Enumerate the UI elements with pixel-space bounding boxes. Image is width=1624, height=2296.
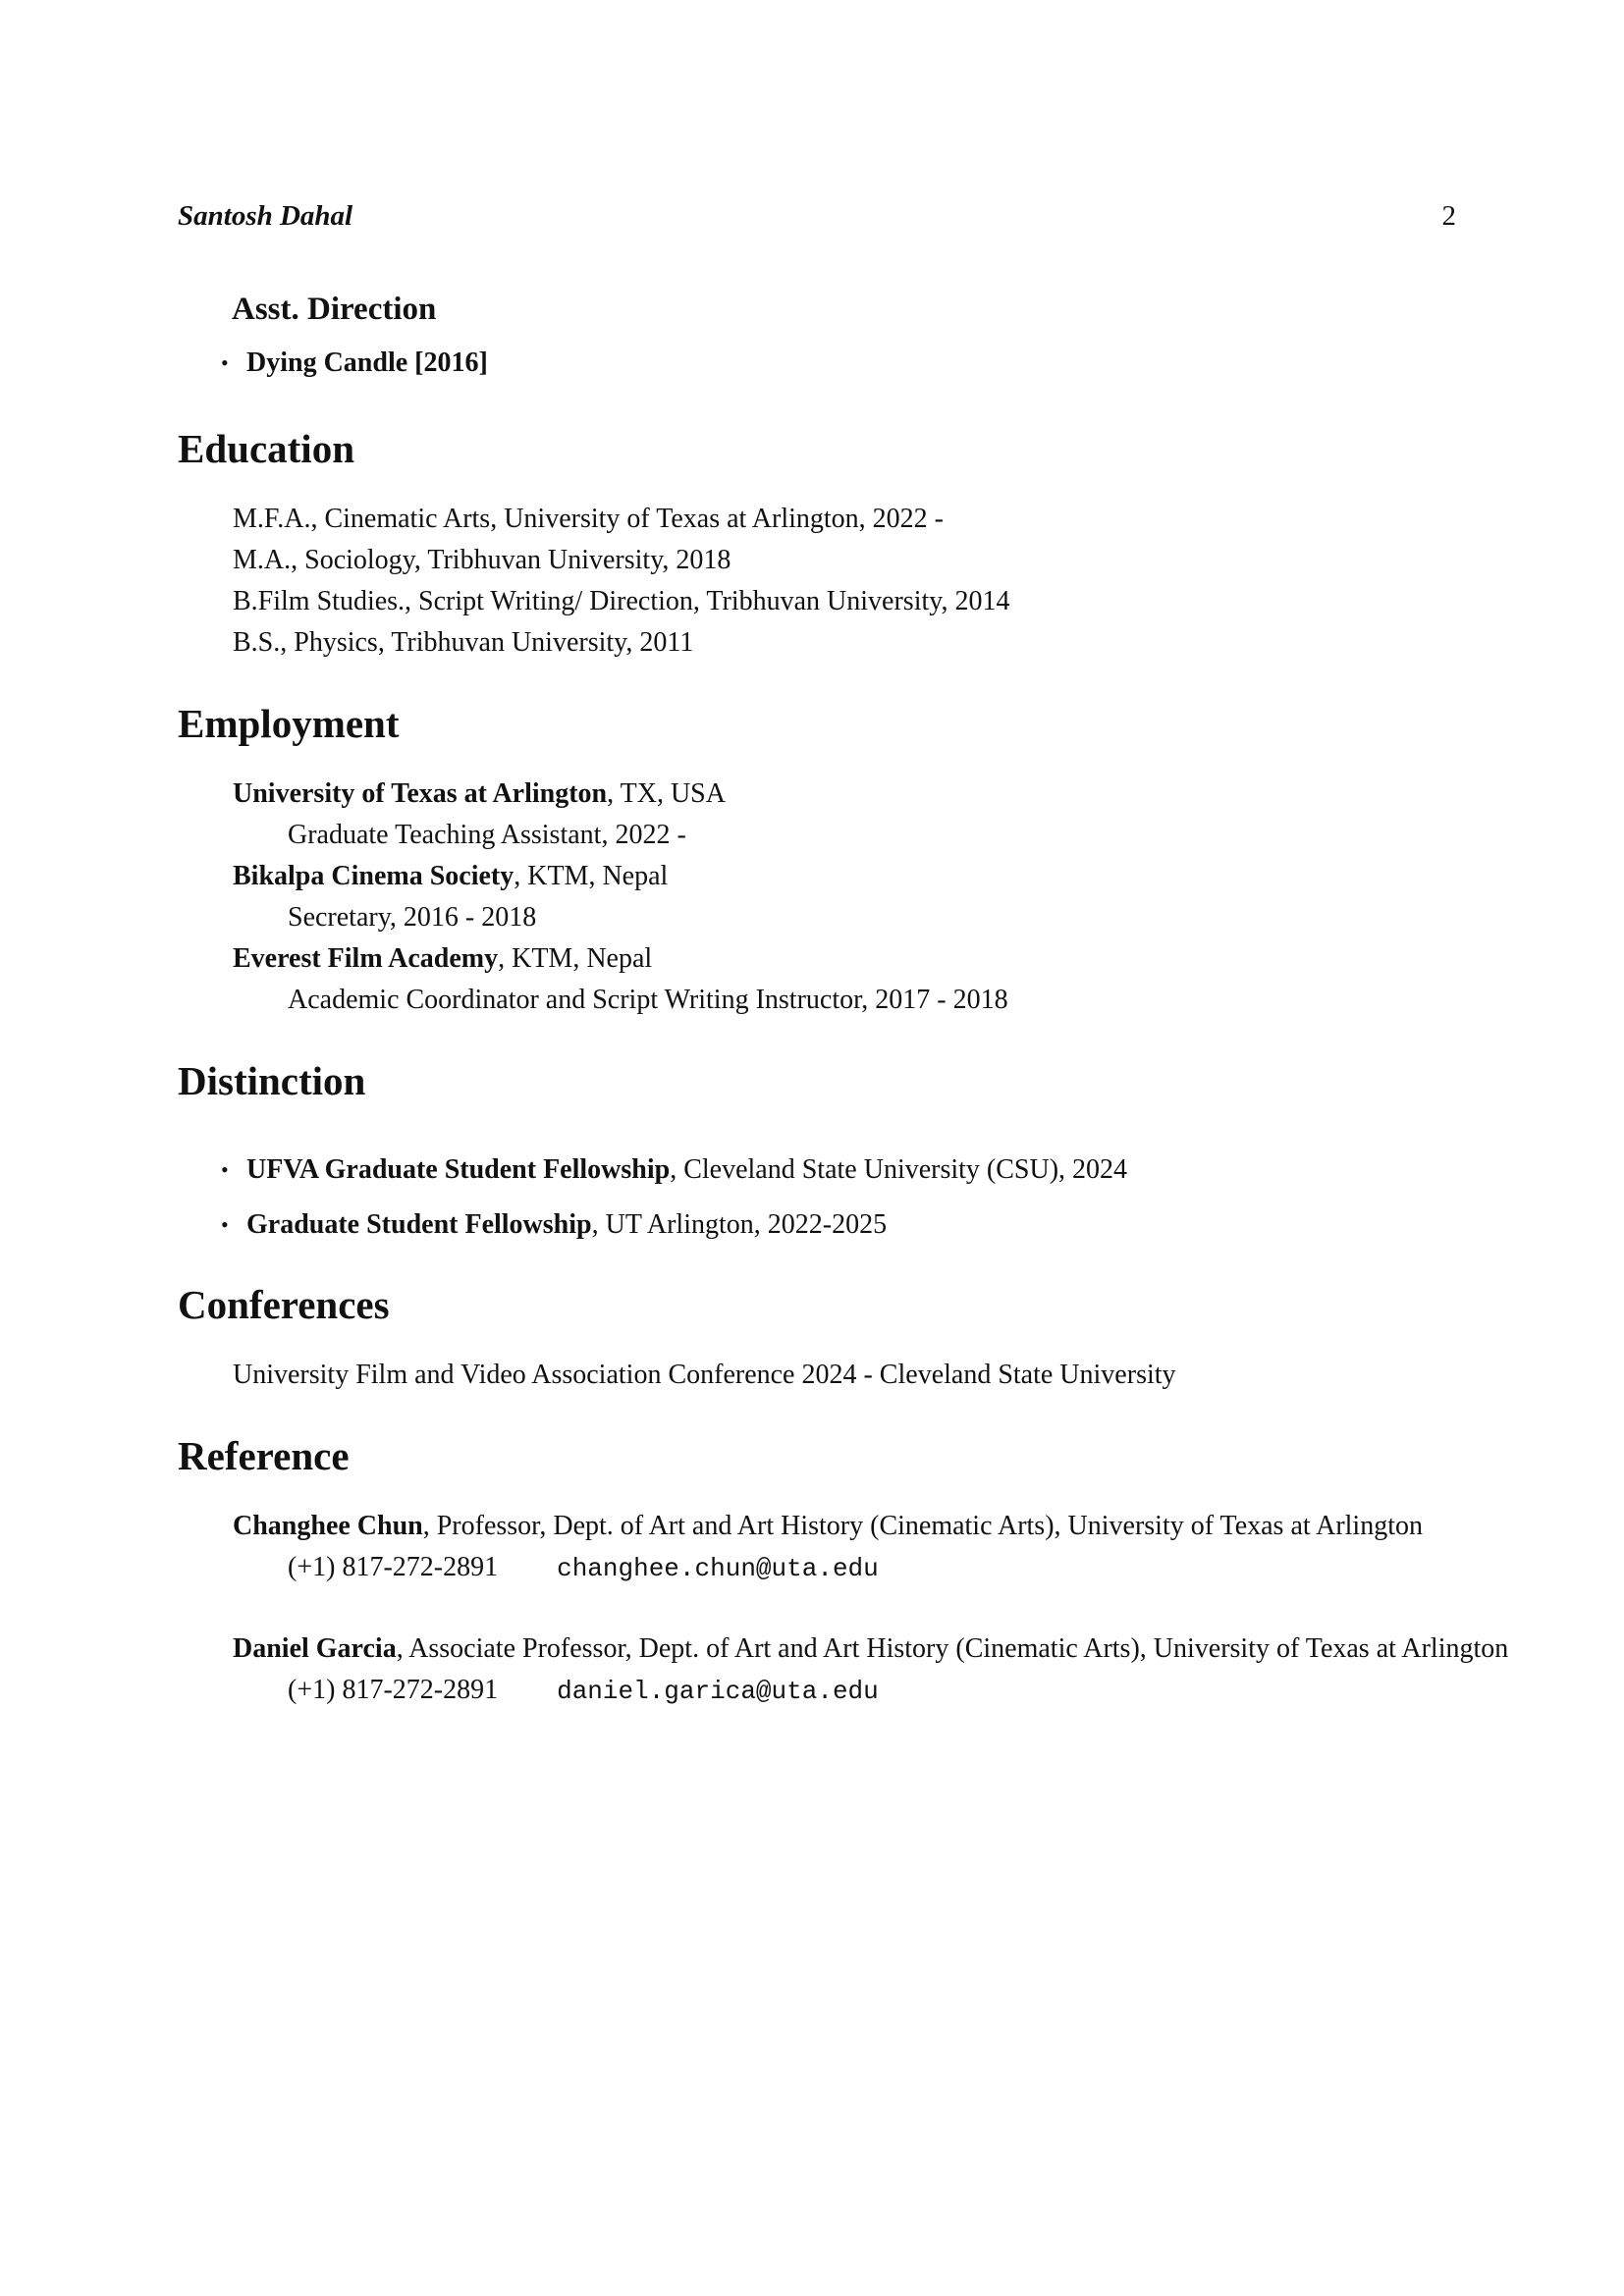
distinction-title: Distinction <box>178 1058 366 1103</box>
reference-line <box>233 1629 1509 1670</box>
reference-email[interactable]: daniel.garica@uta.edu <box>557 1677 879 1706</box>
reference-phone: (+1) 817-272-2891 <box>288 1675 499 1705</box>
employment-role: Secretary, 2016 - 2018 <box>288 902 537 933</box>
reference-line <box>233 1506 1474 1547</box>
employer-location: , KTM, Nepal <box>514 861 669 891</box>
education-item: B.S., Physics, Tribhuvan University, 2011 <box>233 627 694 658</box>
distinction-section <box>178 1054 1474 1245</box>
running-header <box>178 196 1456 236</box>
reference-name: Daniel Garcia <box>233 1633 397 1664</box>
employer-line <box>233 938 1474 980</box>
award-detail: , UT Arlington, 2022-2025 <box>591 1209 888 1240</box>
employer-location: , KTM, Nepal <box>498 943 653 974</box>
employment-title: Employment <box>178 701 400 746</box>
education-section <box>178 422 1474 664</box>
asst-direction-section <box>178 287 1474 383</box>
employer-name: University of Texas at Arlington <box>233 778 608 809</box>
reference-list <box>178 1506 1509 1712</box>
reference-contact <box>233 1547 1474 1589</box>
reference-title: Reference <box>178 1433 350 1478</box>
award-name: UFVA Graduate Student Fellowship <box>246 1154 671 1185</box>
employment-role: Academic Coordinator and Script Writing Instructor, 2017 - 2018 <box>288 985 1008 1015</box>
reference-email[interactable]: changhee.chun@uta.edu <box>557 1554 879 1583</box>
distinction-list <box>178 1150 1474 1245</box>
list-item <box>178 1205 1474 1245</box>
bullet-icon: • <box>221 350 229 375</box>
page-number: 2 <box>1441 200 1456 232</box>
employer-name: Bikalpa Cinema Society <box>233 861 514 891</box>
employment-section <box>178 697 1474 1021</box>
reference-name: Changhee Chun <box>233 1511 423 1541</box>
education-item: M.F.A., Cinematic Arts, University of Texas at Arlington, 2022 - <box>233 504 944 534</box>
employment-list <box>178 774 1474 1021</box>
asst-direction-list <box>178 344 1474 383</box>
conferences-list <box>178 1355 1474 1396</box>
cv-content <box>178 287 1509 1712</box>
conferences-title: Conferences <box>178 1282 390 1327</box>
employer-location: , TX, USA <box>607 778 726 809</box>
award-name: Graduate Student Fellowship <box>246 1209 592 1240</box>
education-item: M.A., Sociology, Tribhuvan University, 2018 <box>233 545 731 575</box>
education-list <box>178 499 1474 664</box>
reference-phone: (+1) 817-272-2891 <box>288 1552 499 1582</box>
award-detail: , Cleveland State University (CSU), 2024 <box>670 1154 1128 1185</box>
education-item: B.Film Studies., Script Writing/ Direction, Tribhuvan University, 2014 <box>233 586 1010 616</box>
employer-line <box>233 856 1474 897</box>
film-title: Dying Candle [2016] <box>246 347 488 378</box>
list-item <box>178 1150 1474 1190</box>
reference-entry <box>233 1506 1474 1589</box>
reference-detail: , Associate Professor, Dept. of Art and Art History (Cinematic Arts), University of Texas at Arlington <box>396 1633 1509 1664</box>
reference-contact <box>233 1670 1474 1712</box>
employer-name: Everest Film Academy <box>233 943 499 974</box>
conferences-section <box>178 1278 1474 1396</box>
conference-item: University Film and Video Association Conference 2024 - Cleveland State University <box>233 1360 1176 1390</box>
asst-direction-heading: Asst. Direction <box>232 292 437 327</box>
list-item <box>178 344 1474 383</box>
reference-detail: , Professor, Dept. of Art and Art History (Cinematic Arts), University of Texas at Arlington <box>422 1511 1423 1541</box>
reference-entry <box>233 1629 1509 1712</box>
reference-section <box>178 1429 1509 1712</box>
header-author-name: Santosh Dahal <box>178 200 353 232</box>
employment-role: Graduate Teaching Assistant, 2022 - <box>288 820 686 850</box>
education-title: Education <box>178 426 354 471</box>
bullet-icon: • <box>221 1157 229 1182</box>
employer-line <box>233 774 1474 815</box>
bullet-icon: • <box>221 1212 229 1237</box>
